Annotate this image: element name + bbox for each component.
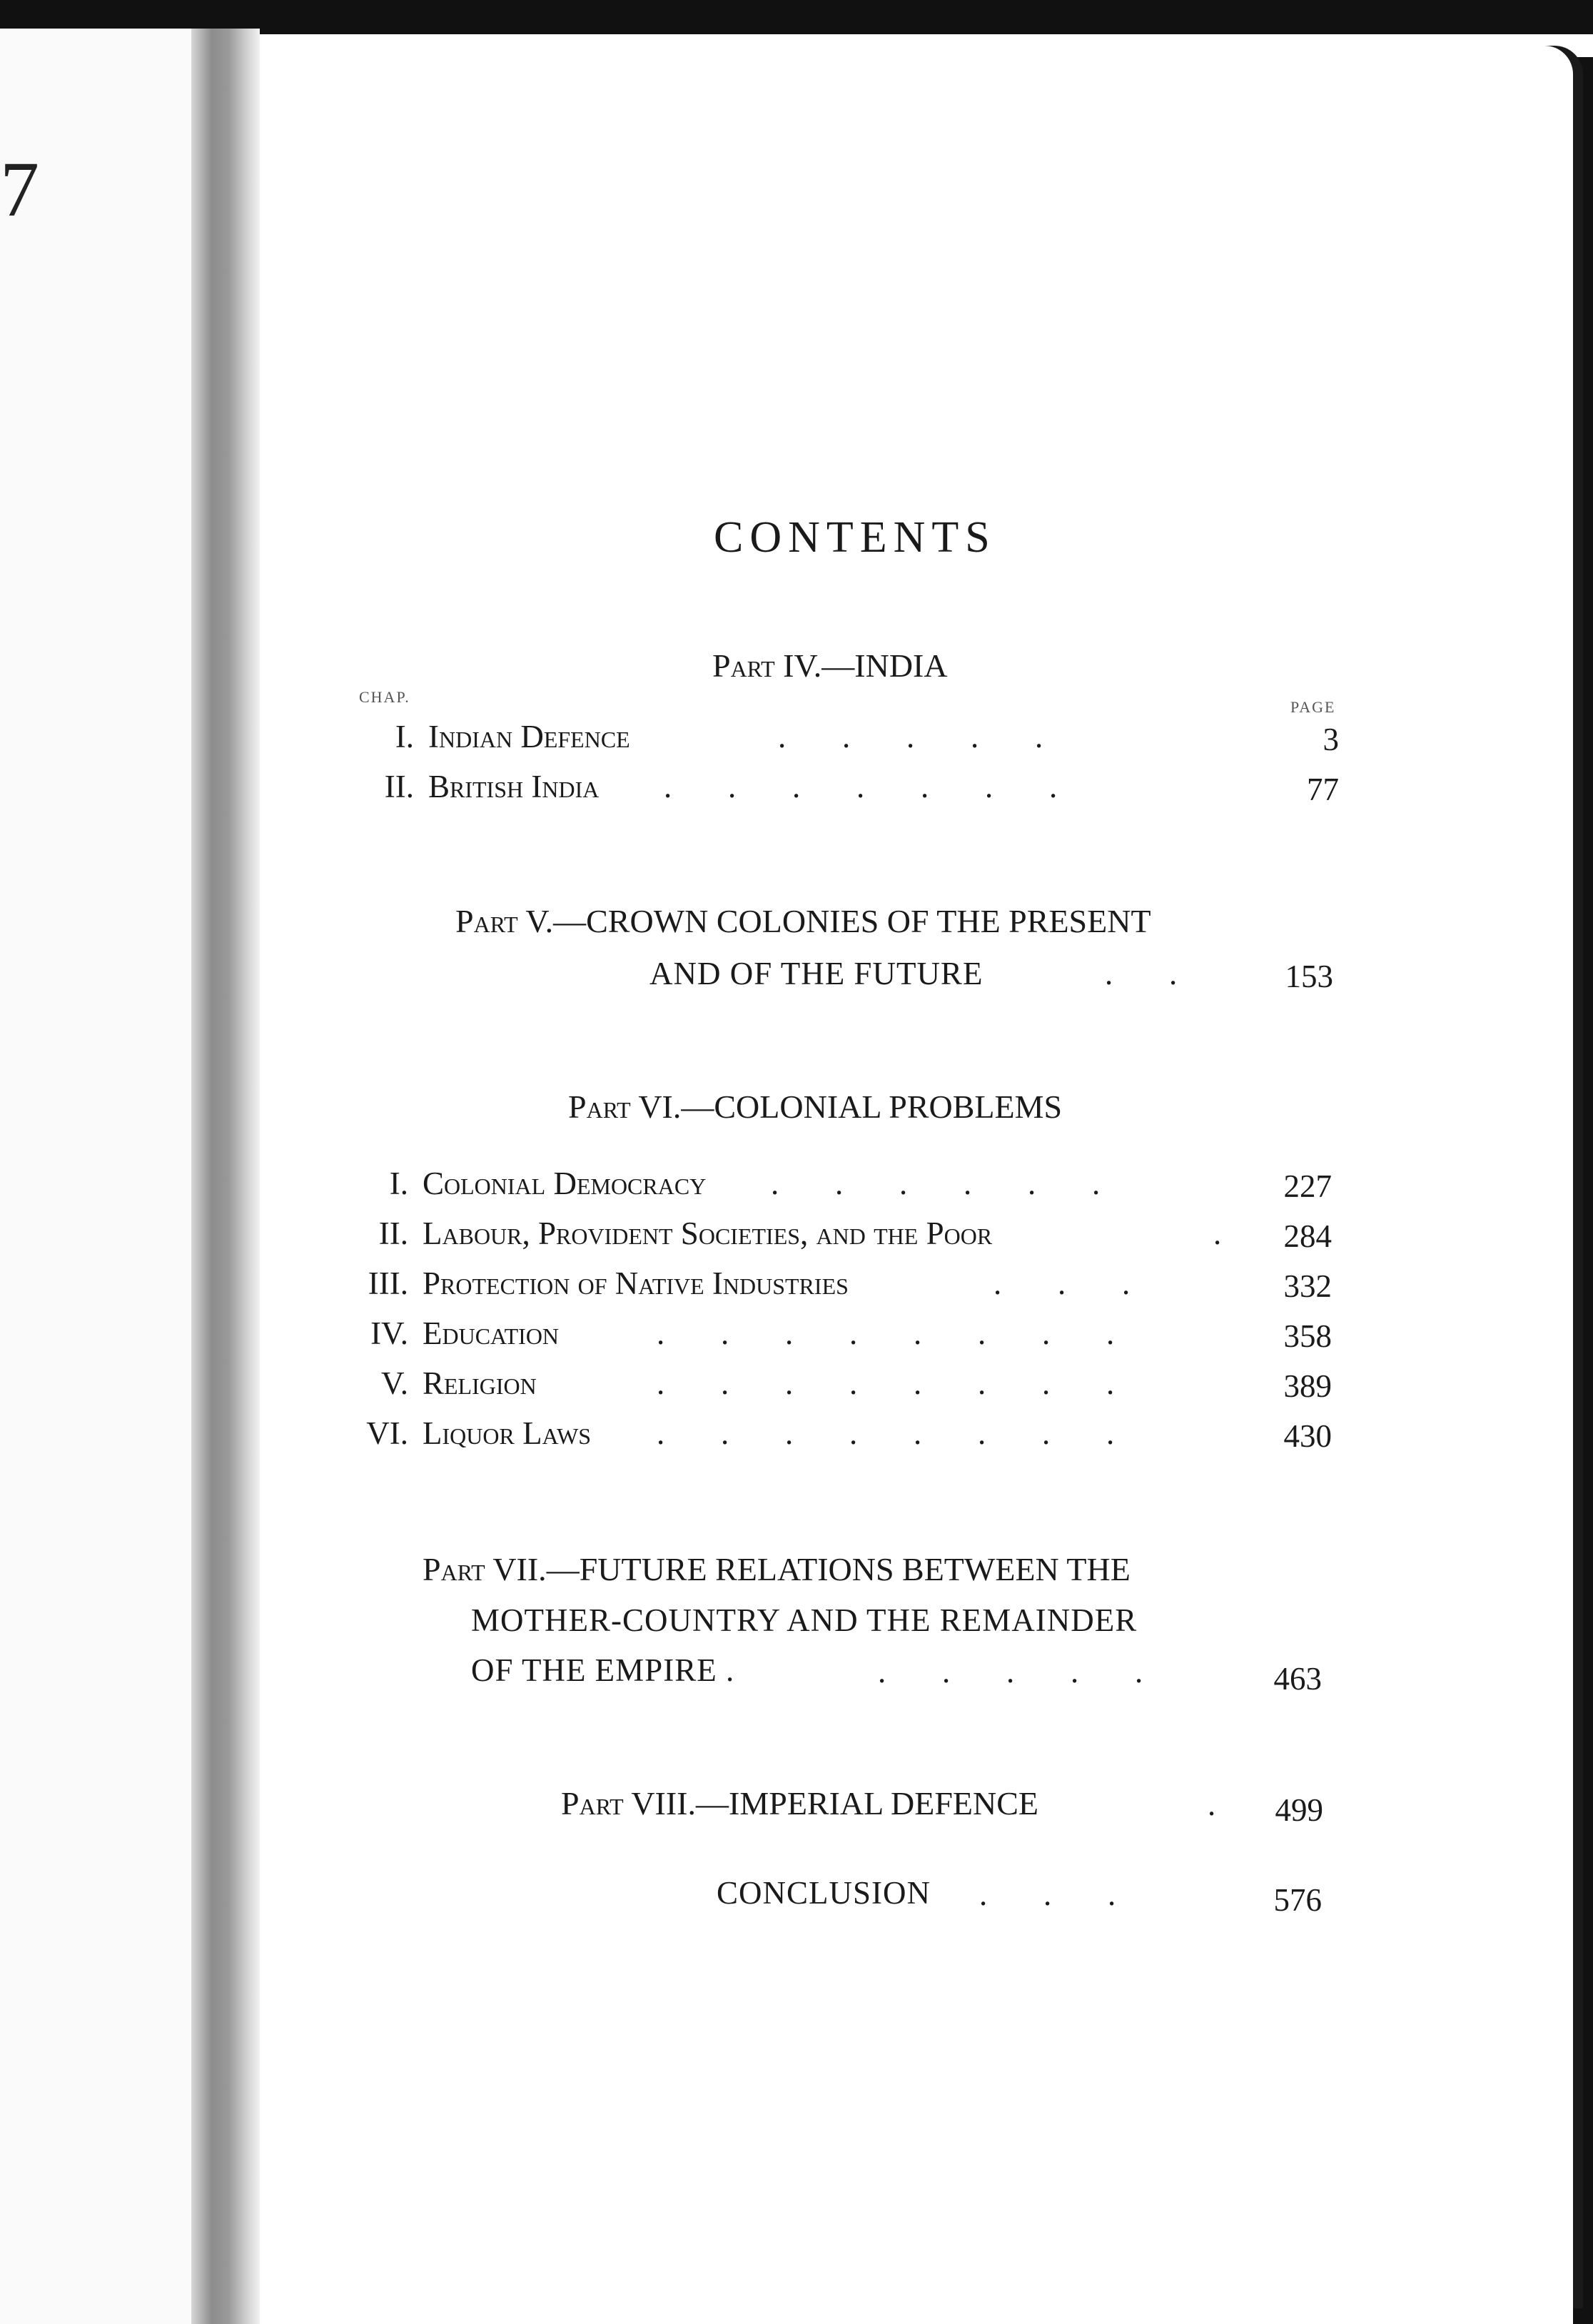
toc-number: I. xyxy=(395,719,414,754)
part-5-heading xyxy=(455,902,1151,940)
part-8-label: Part VIII. xyxy=(561,1785,697,1822)
toc-leader-dots: . . . xyxy=(993,1265,1131,1301)
toc-title: British India xyxy=(428,769,600,804)
toc-leader-dots: . . . . . xyxy=(878,1654,1143,1689)
part-7-title-line2: MOTHER-COUNTRY AND THE REMAINDER xyxy=(471,1602,1138,1638)
part-5-label: Part V. xyxy=(455,903,554,939)
toc-number: III. xyxy=(368,1265,408,1301)
toc-number: II. xyxy=(378,1216,408,1251)
part-5-title-line1: —CROWN COLONIES OF THE PRESENT xyxy=(553,903,1151,939)
conclusion-title: CONCLUSION xyxy=(717,1875,931,1911)
toc-number: VI. xyxy=(366,1415,408,1451)
toc-page-number: 284 xyxy=(1283,1218,1332,1254)
part-4-heading xyxy=(712,647,948,684)
chapter-column-label: CHAP. xyxy=(359,688,410,706)
toc-number: I. xyxy=(389,1166,408,1201)
part-8-heading xyxy=(561,1784,1038,1822)
part-6-heading xyxy=(568,1088,1062,1126)
toc-leader-dots: . xyxy=(1208,1787,1216,1822)
toc-page-number: 332 xyxy=(1283,1268,1332,1304)
part-6-title: —COLONIAL PROBLEMS xyxy=(681,1088,1063,1125)
toc-leader-dots: . . . . . . . . xyxy=(657,1415,1115,1451)
toc-title: Education xyxy=(423,1315,560,1351)
toc-leader-dots: . . . . . . . . xyxy=(657,1315,1115,1351)
toc-leader-dots: . . . . . xyxy=(778,719,1043,754)
page-column-label: PAGE xyxy=(1290,698,1336,716)
book-gutter xyxy=(191,29,260,2324)
scan-right-border xyxy=(1573,57,1593,2324)
toc-leader-dots: . . . xyxy=(979,1876,1116,1912)
toc-leader-dots: . xyxy=(1213,1216,1222,1251)
toc-page-number: 576 xyxy=(1273,1882,1322,1918)
toc-page-number: 77 xyxy=(1307,772,1339,807)
toc-title: Religion xyxy=(423,1365,537,1401)
toc-leader-dots: . . . . . . . xyxy=(664,769,1058,804)
left-page xyxy=(0,29,194,2324)
toc-title: Indian Defence xyxy=(428,719,630,754)
part-4-title: —INDIA xyxy=(821,647,948,684)
toc-leader-dots: . . . . . . xyxy=(771,1166,1101,1201)
part-7-label: Part VII. xyxy=(423,1551,547,1587)
toc-page-number: 389 xyxy=(1283,1368,1332,1404)
toc-page-number: 463 xyxy=(1273,1661,1322,1697)
toc-leader-dots: . . xyxy=(1105,956,1178,991)
toc-number: V. xyxy=(381,1365,408,1401)
part-7-heading xyxy=(423,1550,1131,1588)
toc-title: Labour, Provident Societies, and the Poor xyxy=(423,1216,993,1251)
toc-leader-dots: . . . . . . . . xyxy=(657,1365,1115,1401)
page-title: CONTENTS xyxy=(714,513,996,562)
toc-page-number: 227 xyxy=(1283,1168,1332,1204)
part-5-title-line2: AND OF THE FUTURE xyxy=(649,956,983,991)
toc-title: Colonial Democracy xyxy=(423,1166,707,1201)
toc-page-number: 499 xyxy=(1275,1792,1323,1828)
toc-number: IV. xyxy=(370,1315,408,1351)
part-8-title: —IMPERIAL DEFENCE xyxy=(696,1785,1039,1822)
part-7-title-line3: OF THE EMPIRE . xyxy=(471,1652,735,1688)
toc-page-number: 153 xyxy=(1285,959,1333,994)
toc-page-number: 430 xyxy=(1283,1418,1332,1454)
toc-page-number: 358 xyxy=(1283,1318,1332,1354)
toc-page-number: 3 xyxy=(1323,722,1339,757)
part-7-title-line1: —FUTURE RELATIONS BETWEEN THE xyxy=(546,1551,1131,1587)
part-6-label: Part VI. xyxy=(568,1088,682,1125)
toc-number: II. xyxy=(384,769,414,804)
toc-title: Liquor Laws xyxy=(423,1415,592,1451)
part-4-label: Part IV. xyxy=(712,647,822,684)
left-page-mark: 7 xyxy=(0,146,39,233)
toc-title: Protection of Native Industries xyxy=(423,1265,849,1301)
